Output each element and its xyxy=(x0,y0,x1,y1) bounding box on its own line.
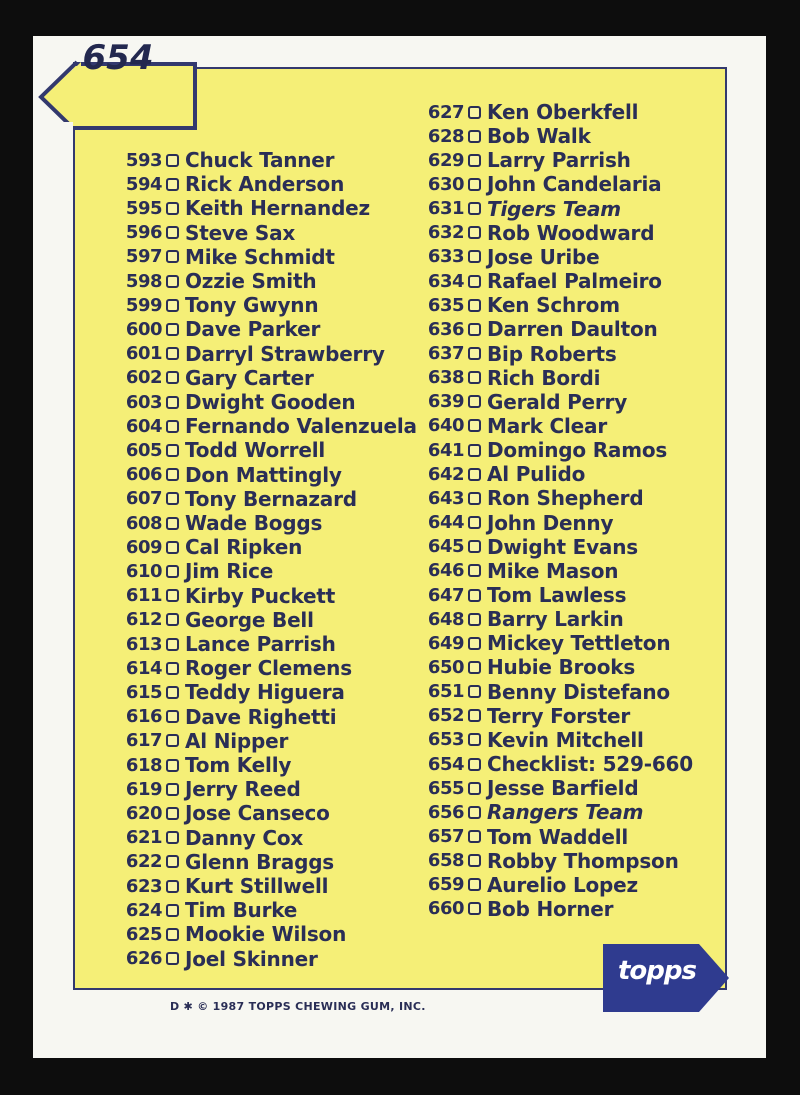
player-name: Tony Bernazard xyxy=(185,486,357,511)
checklist-row xyxy=(118,293,318,317)
checklist-row xyxy=(420,704,630,728)
player-name: Mike Mason xyxy=(487,558,619,583)
checkbox[interactable] xyxy=(468,299,481,312)
checklist-row xyxy=(420,245,599,269)
player-name: John Candelaria xyxy=(487,172,662,197)
card-number-label: 640 xyxy=(427,415,464,437)
checkbox[interactable] xyxy=(468,589,481,602)
card-number-label: 601 xyxy=(125,343,162,365)
checklist-row xyxy=(420,124,591,148)
card-number-label: 628 xyxy=(427,125,464,147)
checklist-row xyxy=(420,607,624,631)
checkbox[interactable] xyxy=(166,952,179,965)
card-number-label: 603 xyxy=(125,391,162,413)
card-number-label: 652 xyxy=(427,705,464,727)
player-name: Kevin Mitchell xyxy=(487,727,644,752)
card-number-label: 649 xyxy=(427,632,464,654)
checkbox[interactable] xyxy=(166,589,179,602)
checkbox[interactable] xyxy=(468,106,481,119)
checkbox[interactable] xyxy=(468,202,481,215)
card-number-label: 632 xyxy=(427,222,464,244)
checklist-row xyxy=(118,342,385,366)
card-number-label: 598 xyxy=(125,270,162,292)
checkbox[interactable] xyxy=(166,638,179,651)
checkbox[interactable] xyxy=(468,371,481,384)
card-number-label: 634 xyxy=(427,270,464,292)
player-name: Darren Daulton xyxy=(487,317,658,342)
player-name: Todd Worrell xyxy=(185,438,326,463)
card-number-label: 609 xyxy=(125,536,162,558)
checkbox[interactable] xyxy=(166,347,179,360)
checkbox[interactable] xyxy=(468,323,481,336)
player-name: Mookie Wilson xyxy=(185,922,347,947)
card-number-label: 642 xyxy=(427,463,464,485)
player-name: Domingo Ramos xyxy=(487,438,668,463)
checklist-row xyxy=(118,801,330,825)
card-number-label: 653 xyxy=(427,729,464,751)
player-name: Mark Clear xyxy=(487,413,607,438)
checkbox[interactable] xyxy=(468,444,481,457)
checklist-row xyxy=(420,438,667,462)
checkbox[interactable] xyxy=(166,734,179,747)
card-number-label: 633 xyxy=(427,246,464,268)
card-number-label: 631 xyxy=(427,198,464,220)
card-number-label: 621 xyxy=(125,827,162,849)
player-name: Bob Walk xyxy=(487,124,591,149)
checkbox[interactable] xyxy=(166,759,179,772)
player-name: Rob Woodward xyxy=(487,220,655,245)
card-number-label: 641 xyxy=(427,439,464,461)
checkbox[interactable] xyxy=(166,662,179,675)
checkbox[interactable] xyxy=(166,541,179,554)
checkbox[interactable] xyxy=(166,420,179,433)
player-name: Dwight Gooden xyxy=(185,390,356,414)
checklist-row xyxy=(118,414,417,438)
card-number-label: 656 xyxy=(427,801,464,823)
checklist-row xyxy=(118,753,291,777)
checkbox[interactable] xyxy=(166,831,179,844)
card-number-label: 594 xyxy=(125,173,162,195)
checkbox[interactable] xyxy=(166,371,179,384)
card-number-label: 610 xyxy=(125,560,162,582)
checkbox[interactable] xyxy=(468,685,481,698)
player-name: Mike Schmidt xyxy=(185,244,335,269)
checkbox[interactable] xyxy=(468,854,481,867)
checkbox[interactable] xyxy=(468,661,481,674)
checklist-row xyxy=(420,486,643,510)
checklist-row xyxy=(118,922,346,946)
card-number-label: 596 xyxy=(125,222,162,244)
checklist-row xyxy=(420,269,662,293)
checklist-row xyxy=(420,559,618,583)
checklist-row xyxy=(420,462,585,486)
card-number-label: 629 xyxy=(427,149,464,171)
checklist-row xyxy=(420,873,638,897)
checkbox[interactable] xyxy=(468,154,481,167)
player-name: Al Nipper xyxy=(185,728,289,753)
checklist-row xyxy=(118,680,345,704)
checkbox[interactable] xyxy=(166,710,179,723)
checklist-row xyxy=(420,535,638,559)
player-name: Checklist: 529-660 xyxy=(487,752,693,777)
player-name: Terry Forster xyxy=(487,703,631,728)
player-name: Gary Carter xyxy=(185,365,314,390)
checkbox[interactable] xyxy=(468,419,481,432)
checklist-row xyxy=(118,826,303,850)
checkbox[interactable] xyxy=(468,178,481,191)
checkbox[interactable] xyxy=(468,878,481,891)
checkbox[interactable] xyxy=(166,226,179,239)
player-name: Jerry Reed xyxy=(185,777,301,802)
card-number-label: 658 xyxy=(427,850,464,872)
player-name: Dwight Evans xyxy=(487,534,638,559)
player-name: Ozzie Smith xyxy=(185,269,317,293)
card-number-label: 637 xyxy=(427,343,464,364)
player-name: Robby Thompson xyxy=(487,848,679,873)
player-name: Kirby Puckett xyxy=(185,583,336,608)
player-name: Benny Distefano xyxy=(487,679,670,704)
checklist-row xyxy=(118,729,288,753)
card-number-label: 618 xyxy=(125,754,162,776)
player-name: Barry Larkin xyxy=(487,607,624,632)
player-name: Wade Boggs xyxy=(185,511,323,535)
checklist-row xyxy=(118,947,318,971)
checklist-row xyxy=(420,631,670,655)
card-number-label: 647 xyxy=(427,584,464,606)
checkbox[interactable] xyxy=(166,202,179,215)
checkbox[interactable] xyxy=(468,637,481,650)
checklist-row xyxy=(118,438,325,462)
checklist-row xyxy=(420,825,628,849)
checklist-row xyxy=(118,559,273,583)
checklist-row xyxy=(420,366,600,390)
card-number-label: 599 xyxy=(125,294,162,316)
checklist-row xyxy=(420,849,679,873)
checklist-row xyxy=(118,705,336,729)
checklist-row xyxy=(420,583,626,607)
card-number-label: 646 xyxy=(427,560,464,582)
checklist-row xyxy=(118,148,334,172)
checkbox[interactable] xyxy=(468,250,481,263)
player-name: Darryl Strawberry xyxy=(185,341,385,366)
player-name: Keith Hernandez xyxy=(185,196,370,221)
player-name: George Bell xyxy=(185,607,314,632)
player-name: Tom Lawless xyxy=(487,583,627,607)
player-name: Mickey Tettleton xyxy=(487,631,671,656)
checkbox[interactable] xyxy=(468,516,481,529)
checklist-row xyxy=(118,874,328,898)
card-number-label: 626 xyxy=(125,948,162,970)
player-name: Bip Roberts xyxy=(487,341,617,366)
checkbox[interactable] xyxy=(166,517,179,530)
checklist-row xyxy=(420,342,617,366)
checkbox[interactable] xyxy=(166,178,179,191)
card-number-label: 611 xyxy=(125,585,162,607)
player-name: Jesse Barfield xyxy=(487,776,639,801)
checklist-row xyxy=(118,632,336,656)
player-name: John Denny xyxy=(487,510,614,535)
checkbox[interactable] xyxy=(166,565,179,578)
checkbox[interactable] xyxy=(468,830,481,843)
card-number-label: 597 xyxy=(125,246,162,268)
checklist-row xyxy=(420,800,643,824)
checkbox[interactable] xyxy=(166,396,179,409)
checkbox[interactable] xyxy=(166,468,179,481)
checklist-row xyxy=(420,655,635,679)
checklist-row xyxy=(420,197,621,221)
card-number-label: 644 xyxy=(427,512,464,534)
player-name: Rafael Palmeiro xyxy=(487,269,662,294)
checklist-row xyxy=(420,390,627,414)
checklist-row xyxy=(420,317,658,341)
card-number-label: 593 xyxy=(125,149,162,171)
player-name: Al Pulido xyxy=(487,462,586,487)
checkbox[interactable] xyxy=(166,275,179,288)
checklist-row xyxy=(118,584,335,608)
player-name: Gerald Perry xyxy=(487,389,628,414)
card-number-label: 638 xyxy=(427,367,464,389)
card-number-label: 623 xyxy=(125,875,162,897)
checklist-row xyxy=(420,897,613,921)
checklist-row xyxy=(420,172,661,196)
checkbox[interactable] xyxy=(468,709,481,722)
checkbox[interactable] xyxy=(468,806,481,819)
checkbox[interactable] xyxy=(166,154,179,167)
checklist-row xyxy=(118,269,316,293)
card-number-label: 648 xyxy=(427,608,464,630)
card-number-label: 624 xyxy=(125,899,162,921)
checklist-row xyxy=(118,656,352,680)
player-name: Jose Canseco xyxy=(185,801,330,826)
card-number-label: 608 xyxy=(125,512,162,534)
copyright-line: D ✱ © 1987 TOPPS CHEWING GUM, INC. xyxy=(170,1000,426,1013)
checklist-row xyxy=(420,752,693,776)
card-number-label: 660 xyxy=(427,898,464,920)
checkbox[interactable] xyxy=(166,323,179,336)
checklist-row xyxy=(118,898,297,922)
checklist-row xyxy=(118,850,334,874)
card-number-label: 613 xyxy=(125,633,162,655)
player-name: Cal Ripken xyxy=(185,535,303,560)
checkbox[interactable] xyxy=(468,347,481,360)
card-number-label: 606 xyxy=(125,464,162,486)
player-name: Tony Gwynn xyxy=(185,293,319,318)
checkbox[interactable] xyxy=(166,783,179,796)
checklist-row xyxy=(118,463,342,487)
player-name: Ron Shepherd xyxy=(487,486,644,511)
card-number-label: 614 xyxy=(125,657,162,679)
checkbox[interactable] xyxy=(166,613,179,626)
topps-logo-text: topps xyxy=(618,956,696,986)
player-name: Tigers Team xyxy=(487,196,621,221)
card-number-label: 612 xyxy=(125,609,162,631)
checklist-row xyxy=(420,680,670,704)
card-number-label: 654 xyxy=(427,753,464,775)
card-number-label: 657 xyxy=(427,826,464,847)
player-name: Larry Parrish xyxy=(487,148,631,173)
checkbox[interactable] xyxy=(166,880,179,893)
checklist-row xyxy=(420,414,607,438)
checklist-row xyxy=(118,487,357,511)
player-name: Lance Parrish xyxy=(185,632,336,656)
checklist-row xyxy=(118,317,320,341)
card-number-label: 639 xyxy=(427,391,464,413)
player-name: Kurt Stillwell xyxy=(185,874,329,898)
player-name: Hubie Brooks xyxy=(487,655,636,680)
player-name: Ken Oberkfell xyxy=(487,100,639,124)
card-number-label: 643 xyxy=(427,487,464,509)
checklist-row xyxy=(420,728,644,752)
checklist-row xyxy=(420,221,654,245)
player-name: Aurelio Lopez xyxy=(487,872,638,897)
player-name: Glenn Braggs xyxy=(185,849,335,874)
player-name: Danny Cox xyxy=(185,825,304,850)
card-number-label: 625 xyxy=(125,923,162,945)
checkbox[interactable] xyxy=(468,564,481,577)
player-name: Fernando Valenzuela xyxy=(185,414,417,439)
checkbox[interactable] xyxy=(166,855,179,868)
card-number-label: 615 xyxy=(125,681,162,703)
checkbox[interactable] xyxy=(166,904,179,917)
checkbox[interactable] xyxy=(166,492,179,505)
card-number-label: 600 xyxy=(125,318,162,340)
checkbox[interactable] xyxy=(468,758,481,771)
checkbox[interactable] xyxy=(468,226,481,239)
checklist-row xyxy=(118,172,344,196)
checkbox[interactable] xyxy=(468,130,481,143)
checkbox[interactable] xyxy=(468,613,481,626)
player-name: Jim Rice xyxy=(185,559,274,584)
card-number-label: 616 xyxy=(125,706,162,728)
card-number-label: 630 xyxy=(427,173,464,195)
player-name: Ken Schrom xyxy=(487,293,620,318)
card-number: 654 xyxy=(82,38,154,78)
player-name: Jose Uribe xyxy=(487,244,600,269)
checklist-row xyxy=(420,776,638,800)
player-name: Rick Anderson xyxy=(185,172,345,197)
checkbox[interactable] xyxy=(468,733,481,746)
checklist-row xyxy=(118,535,302,559)
player-name: Teddy Higuera xyxy=(185,680,345,705)
player-name: Steve Sax xyxy=(185,220,296,245)
checklist-row xyxy=(420,148,631,172)
card-number-label: 645 xyxy=(427,536,464,558)
checklist-row xyxy=(118,366,314,390)
card-number-label: 602 xyxy=(125,367,162,389)
checkbox[interactable] xyxy=(166,686,179,699)
player-name: Bob Horner xyxy=(487,896,614,921)
checklist-row xyxy=(118,777,301,801)
card-number-label: 617 xyxy=(125,730,162,752)
checkbox[interactable] xyxy=(468,902,481,915)
card-number-label: 622 xyxy=(125,851,162,873)
player-name: Chuck Tanner xyxy=(185,148,335,172)
player-name: Tom Waddell xyxy=(487,824,629,849)
checkbox[interactable] xyxy=(468,492,481,505)
checkbox[interactable] xyxy=(166,928,179,941)
checkbox[interactable] xyxy=(468,395,481,408)
card-number-label: 620 xyxy=(125,802,162,824)
card-number-label: 655 xyxy=(427,777,464,799)
card-number-label: 605 xyxy=(125,439,162,461)
checklist-row xyxy=(118,511,322,535)
card-number-label: 659 xyxy=(427,874,464,896)
player-name: Joel Skinner xyxy=(185,946,318,971)
player-name: Tim Burke xyxy=(185,898,298,923)
card-number-label: 636 xyxy=(427,318,464,340)
checkbox[interactable] xyxy=(468,275,481,288)
player-name: Dave Parker xyxy=(185,317,321,342)
player-name: Roger Clemens xyxy=(185,656,352,681)
checkbox[interactable] xyxy=(468,468,481,481)
player-name: Tom Kelly xyxy=(185,753,292,777)
card-number-label: 635 xyxy=(427,294,464,316)
player-name: Don Mattingly xyxy=(185,462,342,487)
player-name: Rich Bordi xyxy=(487,365,601,390)
checklist-row xyxy=(420,100,638,124)
checklist-row xyxy=(118,196,370,220)
checklist-row xyxy=(420,511,613,535)
checkbox[interactable] xyxy=(166,250,179,263)
checkbox[interactable] xyxy=(468,540,481,553)
checkbox[interactable] xyxy=(468,782,481,795)
player-name: Rangers Team xyxy=(487,800,644,825)
checkbox[interactable] xyxy=(166,807,179,820)
player-name: Dave Righetti xyxy=(185,704,337,729)
checklist-row xyxy=(118,390,355,414)
card-number-label: 595 xyxy=(125,197,162,219)
card-number-label: 607 xyxy=(125,488,162,510)
checkbox[interactable] xyxy=(166,299,179,312)
checklist-row xyxy=(118,245,335,269)
card-number-label: 604 xyxy=(125,415,162,437)
card-number-label: 627 xyxy=(427,101,464,123)
checklist-row xyxy=(118,608,314,632)
card-number-label: 651 xyxy=(427,681,464,703)
checkbox[interactable] xyxy=(166,444,179,457)
checklist-row xyxy=(118,221,295,245)
card-number-label: 619 xyxy=(125,778,162,800)
checklist-row xyxy=(420,293,620,317)
card-number-label: 650 xyxy=(427,656,464,678)
